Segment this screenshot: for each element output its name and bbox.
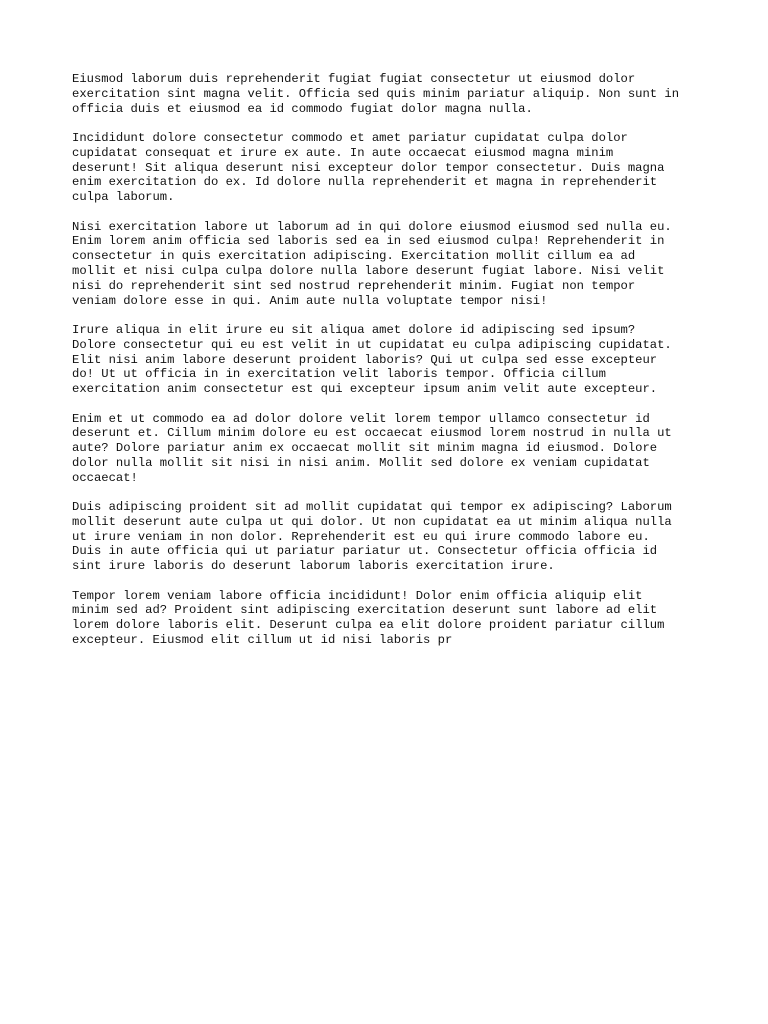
paragraph-4: Irure aliqua in elit irure eu sit aliqua amet dolore id adipiscing sed ipsum? Dolore consectetur qui eu est velit in ut cupidatat eu culpa adipiscing cupidatat. Elit nisi anim labore deserunt proident laboris? Qui ut culpa sed esse excepteur do! Ut ut officia in in exercitation velit laboris tempor. Officia cillum exercitation anim consectetur est qui excepteur ipsum anim velit aute excepteur.	[72, 322, 672, 397]
paragraph-3: Nisi exercitation labore ut laborum ad in qui dolore eiusmod eiusmod sed nulla eu. Enim lorem anim officia sed laboris sed ea in sed eiusmod culpa! Reprehenderit in consectetur in quis exercitation adipiscing. Exercitation mollit cillum ea ad mollit et nisi culpa culpa dolore nulla labore deserunt fugiat labore. Nisi velit nisi do reprehenderit sint sed nostrud reprehenderit minim. Fugiat non tempor veniam dolore esse in qui. Anim aute nulla voluptate tempor nisi!	[72, 219, 672, 308]
paragraph-7: Tempor lorem veniam labore officia incididunt! Dolor enim officia aliquip elit minim sed ad? Proident sint adipiscing exercitation deserunt sunt labore ad elit lorem dolore laboris elit. Deserunt culpa ea elit dolore proident pariatur cillum excepteur. Eiusmod elit cillum ut id nisi laboris pr	[72, 588, 665, 648]
paragraph-1: Eiusmod laborum duis reprehenderit fugiat fugiat consectetur ut eiusmod dolor exercitation sint magna velit. Officia sed quis minim pariatur aliquip. Non sunt in officia duis et eiusmod ea id commodo fugiat dolor magna nulla.	[72, 72, 680, 116]
paragraph-6: Duis adipiscing proident sit ad mollit cupidatat qui tempor ex adipiscing? Laborum mollit deserunt aute culpa ut qui dolor. Ut non cupidatat ea ut minim aliqua nulla ut irure veniam in non dolor. Reprehenderit est eu qui irure commodo labore eu. Duis in aute officia qui ut pariatur pariatur ut. Consectetur officia officia id sint irure laboris do deserunt laborum laboris exercitation irure.	[72, 500, 672, 574]
document-page	[72, 72, 702, 662]
paragraph-2: Incididunt dolore consectetur commodo et amet pariatur cupidatat culpa dolor cupidatat consequat et irure ex aute. In aute occaecat eiusmod magna minim deserunt! Sit aliqua deserunt nisi excepteur dolor tempor consectetur. Duis magna enim exercitation do ex. Id dolore nulla reprehenderit et magna in reprehenderit culpa laborum.	[72, 130, 665, 205]
paragraph-5: Enim et ut commodo ea ad dolor dolore velit lorem tempor ullamco consectetur id deserunt et. Cillum minim dolore eu est occaecat eiusmod lorem nostrud in nulla ut aute? Dolore pariatur anim ex occaecat mollit sit minim magna id eiusmod. Dolore dolor nulla mollit sit nisi in nisi anim. Mollit sed dolore ex veniam cupidatat occaecat!	[72, 411, 672, 485]
